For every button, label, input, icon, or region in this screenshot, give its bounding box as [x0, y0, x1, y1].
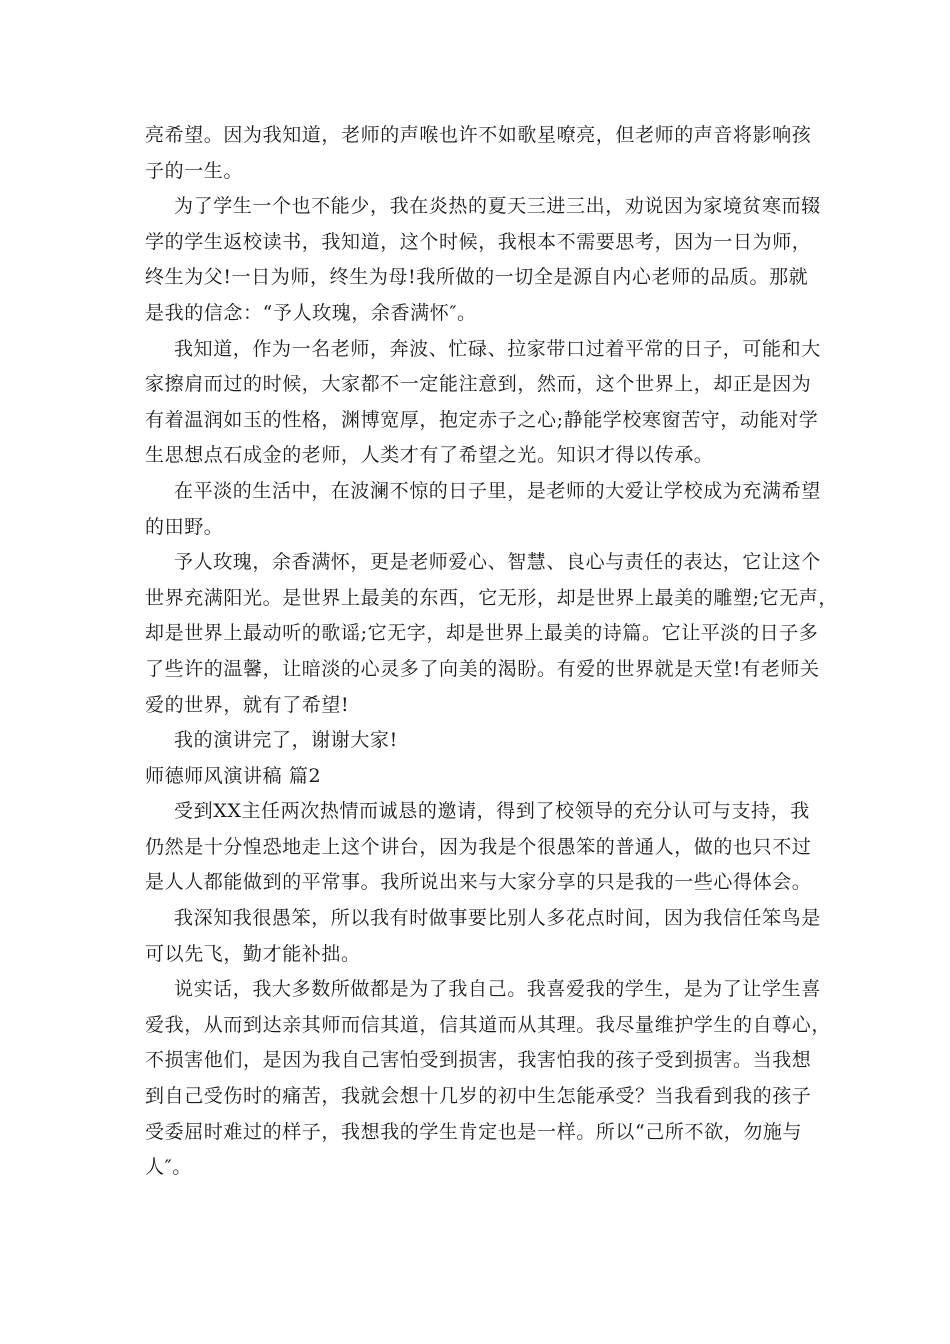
text-line: 是我的信念：“予人玫瑰，余香满怀″。: [145, 301, 477, 324]
text-line: 师德师风演讲稿 篇2: [145, 764, 322, 787]
text-line: 的田野。: [145, 515, 224, 538]
text-line: 到自己受伤时的痛苦，我就会想十几岁的初中生怎能承受？当我看到我的孩子: [145, 1085, 812, 1108]
text-line: 爱我，从而到达亲其师而信其道，信其道而从其理。我尽量维护学生的自尊心，: [145, 1013, 832, 1036]
document-body: [145, 118, 839, 1186]
text-line: 了些许的温馨，让暗淡的心灵多了向美的渴盼。有爱的世界就是天堂!有老师关: [145, 657, 820, 680]
text-line: 不损害他们，是因为我自己害怕受到损害，我害怕我的孩子受到损害。当我想: [145, 1049, 812, 1072]
text-line: 学的学生返校读书，我知道，这个时候，我根本不需要思考，因为一日为师，: [145, 230, 812, 253]
text-line: 亮希望。因为我知道，老师的声喉也许不如歌星嘹亮，但老师的声音将影响孩: [145, 124, 812, 146]
text-line: 是人人都能做到的平常事。我所说出来与大家分享的只是我的一些心得体会。: [145, 871, 812, 894]
text-line: 世界充满阳光。是世界上最美的东西，它无形，却是世界上最美的雕塑;它无声，: [145, 586, 839, 609]
text-line: 说实话，我大多数所做都是为了我自己。我喜爱我的学生，是为了让学生喜: [174, 978, 821, 1001]
text-line: 生思想点石成金的老师，人类才有了希望之光。知识才得以传承。: [145, 444, 714, 467]
text-line: 可以先飞，勤才能补拙。: [145, 942, 361, 965]
text-line: 受到XX主任两次热情而诚恳的邀请，得到了校领导的充分认可与支持，我: [174, 800, 810, 823]
text-line: 我知道，作为一名老师，奔波、忙碌、拉家带口过着平常的日子，可能和大: [174, 337, 821, 360]
text-line: 有着温润如玉的性格，渊博宽厚，抱定赤子之心;静能学校寒窗苦守，动能对学: [145, 408, 819, 431]
text-line: 在平淡的生活中，在波澜不惊的日子里，是老师的大爱让学校成为充满希望: [174, 479, 821, 502]
text-line: 人″。: [145, 1156, 192, 1179]
text-line: 予人玫瑰，余香满怀，更是老师爱心、智慧、良心与责任的表达，它让这个: [174, 551, 821, 574]
text-line: 终生为父!一日为师，终生为母!我所做的一切全是源自内心老师的品质。那就: [145, 266, 809, 289]
text-line: 子的一生。: [145, 159, 244, 182]
text-line: 为了学生一个也不能少，我在炎热的夏天三进三出，劝说因为家境贫寒而辍: [174, 195, 821, 218]
text-line: 爱的世界，就有了希望!: [145, 693, 350, 716]
text-line: 我深知我很愚笨，所以我有时做事要比别人多花点时间，因为我信任笨鸟是: [174, 907, 821, 930]
text-line: 受委屈时难过的样子，我想我的学生肯定也是一样。所以“己所不欲，勿施与: [145, 1120, 803, 1143]
text-line: 仍然是十分惶恐地走上这个讲台，因为我是个很愚笨的普通人，做的也只不过: [145, 835, 812, 858]
text-line: 家擦肩而过的时候，大家都不一定能注意到，然而，这个世界上，却正是因为: [145, 373, 812, 396]
text-line: 却是世界上最动听的歌谣;它无字，却是世界上最美的诗篇。它让平淡的日子多: [145, 622, 819, 645]
text-line: 我的演讲完了，谢谢大家!: [174, 729, 398, 752]
